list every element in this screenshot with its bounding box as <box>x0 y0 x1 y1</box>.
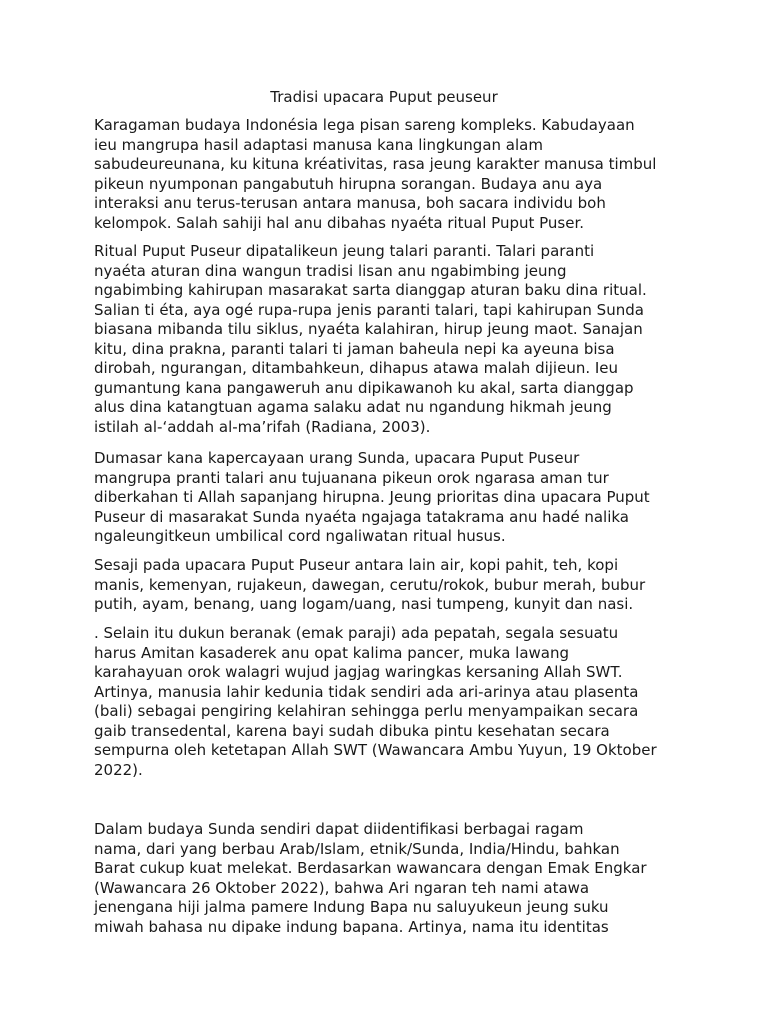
paragraph-5: . Selain itu dukun beranak (emak paraji) ada pepatah, segala sesuatu harus Amitan kasaderek anu opat kalima pancer, muka lawang karahayuan orok walagri wujud jagjag waringkas kersaning Allah SWT. Artinya, manusia lahir kedunia tidak sendiri ada ari-arinya atau plasenta (bali) sebagai pengiring kelahiran sehingga perlu menyampaikan secara gaib transedental, karena bayi sudah dibuka pintu kesehatan secara sempurna oleh ketetapan Allah SWT (Wawancara Ambu Yuyun, 19 Oktober 2022). <box>94 624 657 779</box>
paragraph-2: Ritual Puput Puseur dipatalikeun jeung talari paranti. Talari paranti nyaéta aturan dina wangun tradisi lisan anu ngabimbing jeung ngabimbing kahirupan masarakat sarta dianggap aturan baku dina ritual. Salian ti éta, aya ogé rupa-rupa jenis paranti talari, tapi kahirupan Sunda biasana mibanda tilu siklus, nyaéta kalahiran, hirup jeung maot. Sanajan kitu, dina prakna, paranti talari ti jaman baheula nepi ka ayeuna bisa dirobah, ngurangan, ditambahkeun, dihapus atawa malah dijieun. Ieu gumantung kana pangaweruh anu dipikawanoh ku akal, sarta dianggap alus dina katangtuan agama salaku adat nu ngandung hikmah jeung istilah al-‘addah al-ma’rifah (Radiana, 2003). <box>94 242 647 436</box>
paragraph-1: Karagaman budaya Indonésia lega pisan sareng kompleks. Kabudayaan ieu mangrupa hasil adaptasi manusa kana lingkungan alam sabudeureunana, ku kituna kréativitas, rasa jeung karakter manusa timbul pikeun nyumponan pangabutuh hirupna sorangan. Budaya anu aya interaksi anu terus-terusan antara manusa, boh sacara individu boh kelompok. Salah sahiji hal anu dibahas nyaéta ritual Puput Puser. <box>94 116 657 232</box>
paragraph-6: Dalam budaya Sunda sendiri dapat diidentifikasi berbagai ragam nama, dari yang berbau Arab/Islam, etnik/Sunda, India/Hindu, bahkan Barat cukup kuat melekat. Berdasarkan wawancara dengan Emak Engkar (Wawancara 26 Oktober 2022), bahwa Ari ngaran teh nami atawa jenengana hiji jalma pamere Indung Bapa nu saluyukeun jeung suku miwah bahasa nu dipake indung bapana. Artinya, nama itu identitas <box>94 820 647 936</box>
paragraph-4: Sesaji pada upacara Puput Puseur antara lain air, kopi pahit, teh, kopi manis, kemenyan, rujakeun, dawegan, cerutu/rokok, bubur merah, bubur putih, ayam, benang, uang logam/uang, nasi tumpeng, kunyit dan nasi. <box>94 556 646 613</box>
document-title: Tradisi upacara Puput peuseur <box>270 88 498 106</box>
paragraph-3: Dumasar kana kapercayaan urang Sunda, upacara Puput Puseur mangrupa pranti talari anu tujuanana pikeun orok ngarasa aman tur diberkahan ti Allah sapanjang hirupna. Jeung prioritas dina upacara Puput Puseur di masarakat Sunda nyaéta ngajaga tatakrama anu hadé nalika ngaleungitkeun umbilical cord ngaliwatan ritual husus. <box>94 449 650 545</box>
